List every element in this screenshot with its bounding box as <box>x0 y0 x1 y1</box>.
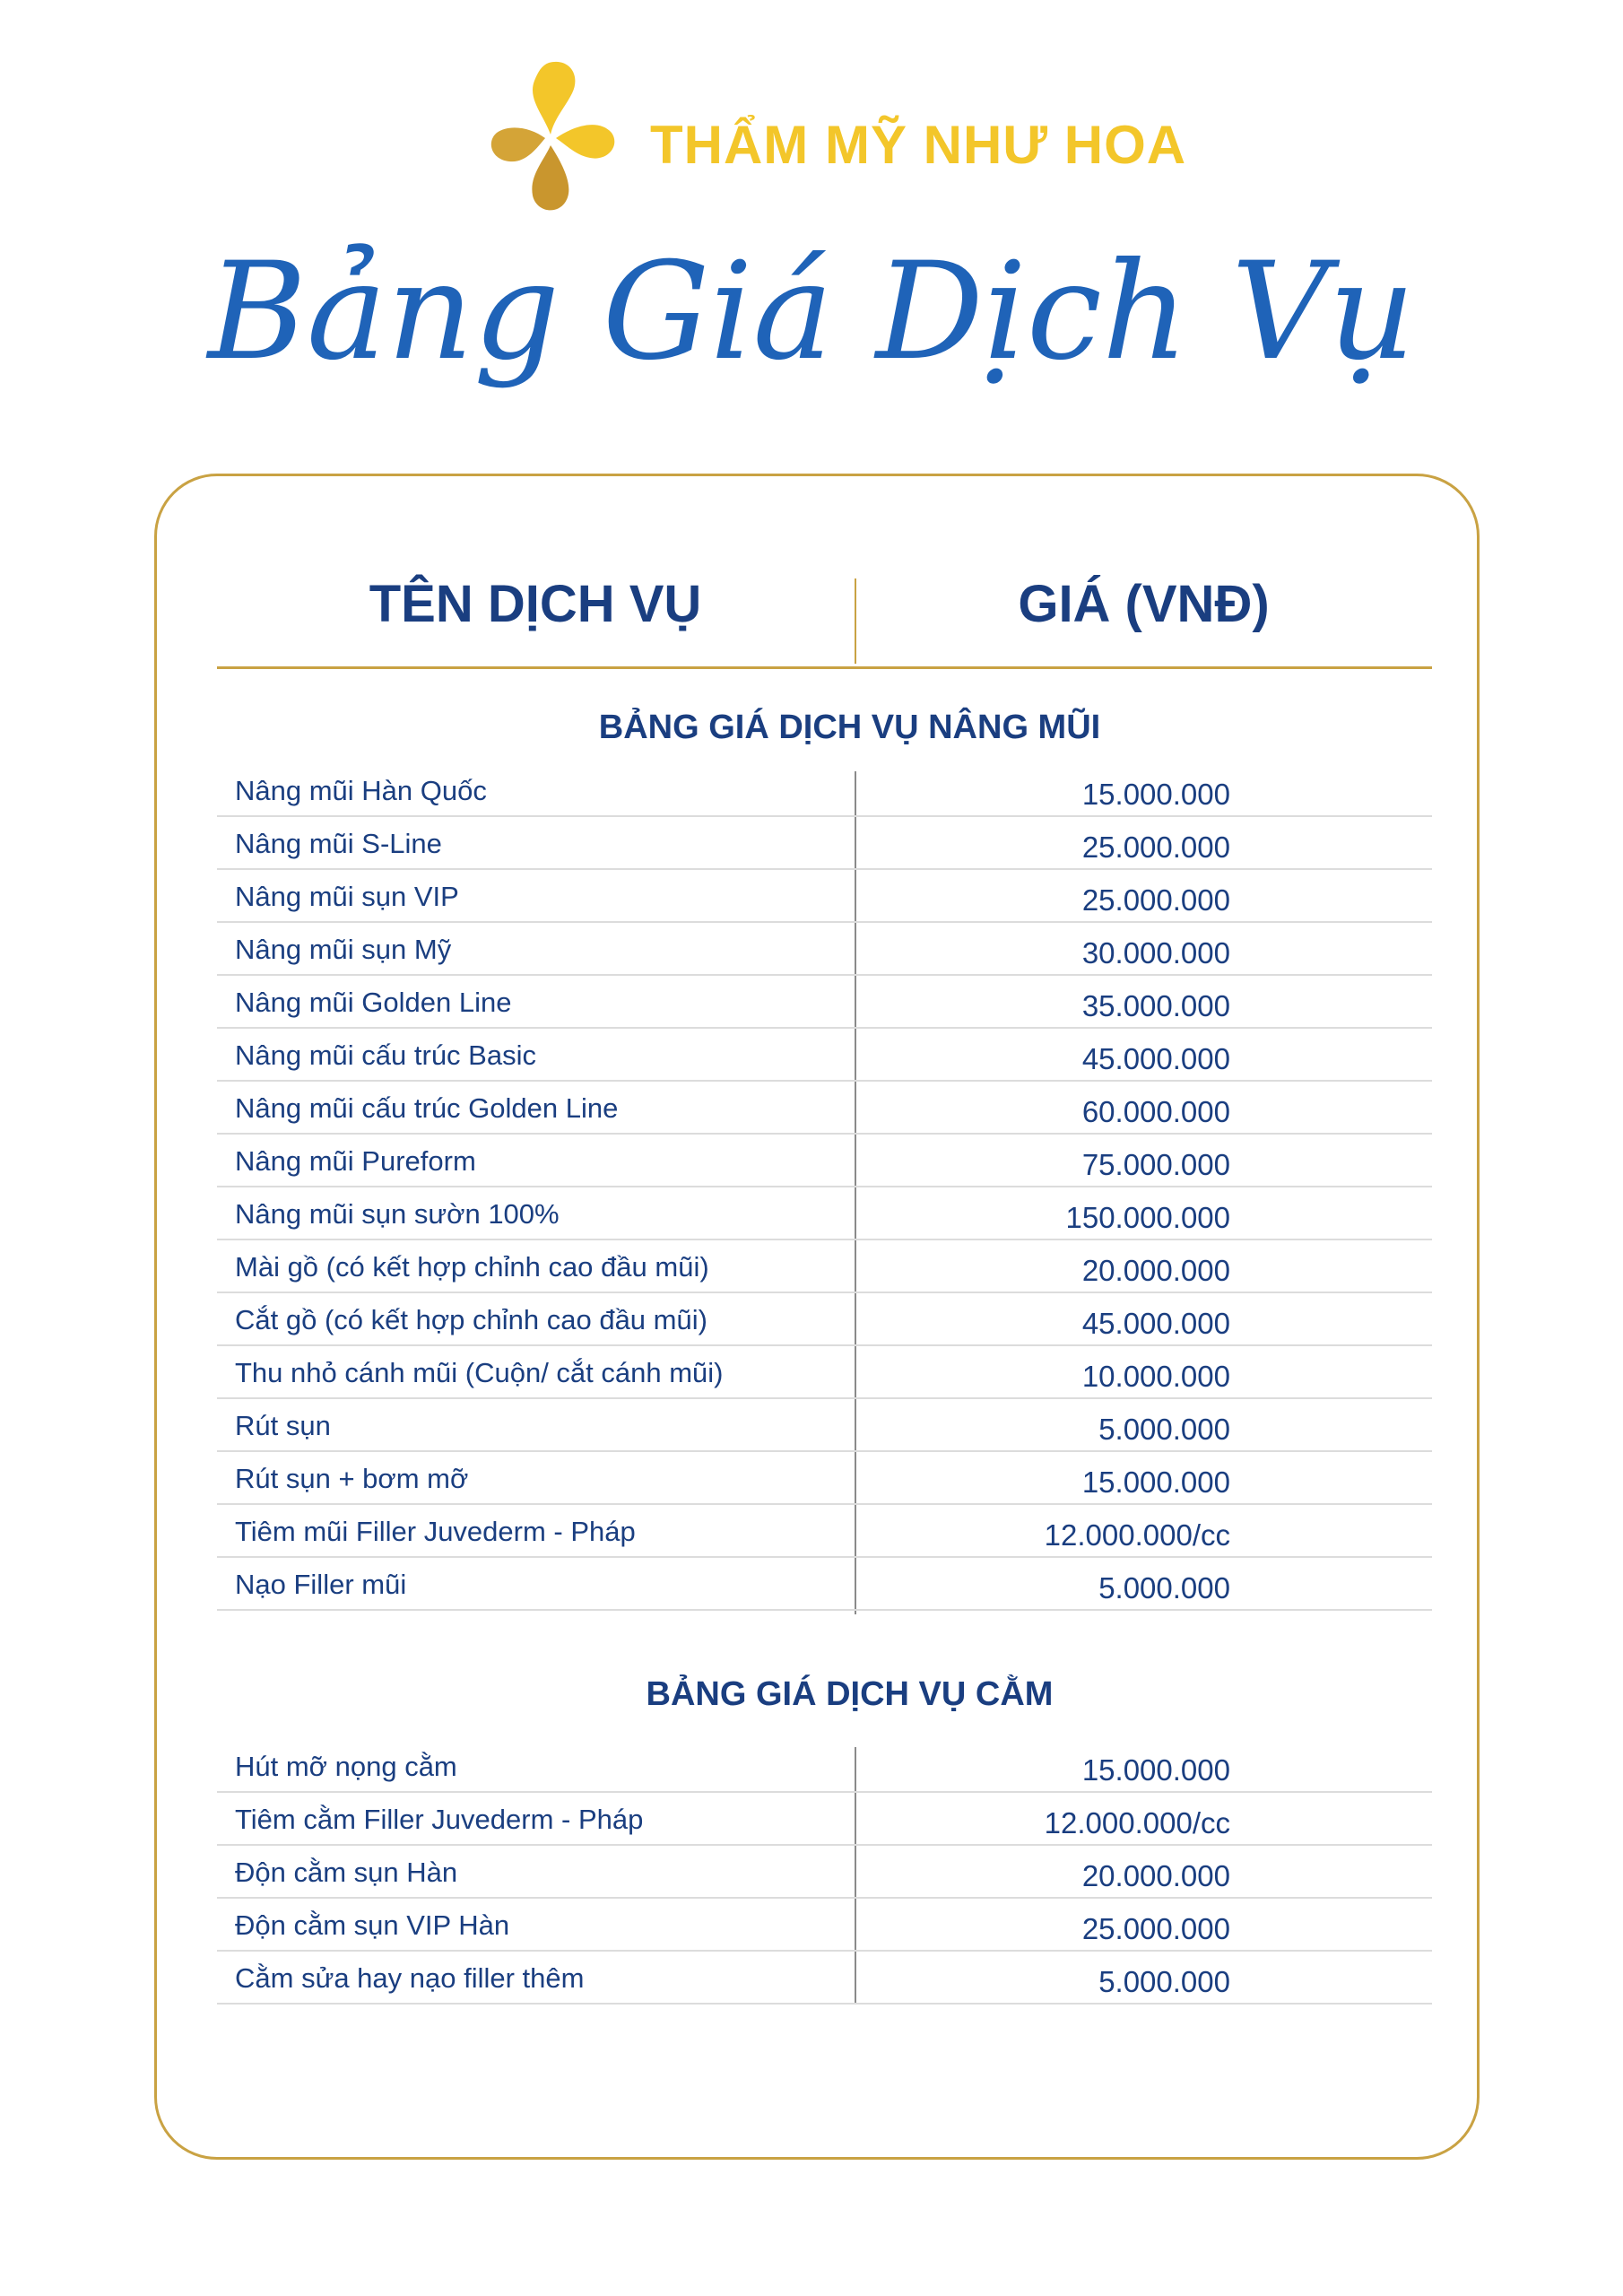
service-name: Thu nhỏ cánh mũi (Cuộn/ cắt cánh mũi) <box>235 1357 724 1388</box>
service-price: 25.000.000 <box>1081 831 1230 864</box>
service-name: Nâng mũi S-Line <box>235 828 442 859</box>
chin-price-table <box>217 1740 1432 2005</box>
service-price: 5.000.000 <box>1098 1571 1230 1605</box>
service-name: Cắt gồ (có kết hợp chỉnh cao đầu mũi) <box>235 1304 707 1335</box>
service-price: 10.000.000 <box>1081 1360 1230 1393</box>
service-name: Nâng mũi sụn VIP <box>235 881 459 912</box>
table-row <box>217 817 1432 870</box>
service-name: Nâng mũi sụn sườn 100% <box>235 1198 560 1230</box>
service-name: Nâng mũi cấu trúc Basic <box>235 1039 536 1071</box>
table-row <box>217 1558 1432 1611</box>
service-price: 30.000.000 <box>1081 936 1230 970</box>
service-price: 60.000.000 <box>1081 1095 1230 1128</box>
table-row <box>217 1346 1432 1399</box>
service-name: Hút mỡ nọng cằm <box>235 1751 457 1782</box>
service-price: 35.000.000 <box>1081 989 1230 1022</box>
table-row <box>217 1135 1432 1187</box>
table-row <box>217 1082 1432 1135</box>
table-row <box>217 1293 1432 1346</box>
service-name: Nạo Filler mũi <box>235 1569 407 1600</box>
service-price: 5.000.000 <box>1098 1413 1230 1446</box>
service-price: 75.000.000 <box>1081 1148 1230 1181</box>
section-title-chin: BẢNG GIÁ DỊCH VỤ CẰM <box>646 1675 1054 1713</box>
service-name: Cằm sửa hay nạo filler thêm <box>235 1962 585 1994</box>
table-row <box>217 923 1432 976</box>
header-service-name: TÊN DỊCH VỤ <box>369 575 702 633</box>
table-row <box>217 764 1432 817</box>
service-price: 12.000.000/cc <box>1044 1806 1230 1839</box>
service-price: 20.000.000 <box>1081 1859 1230 1892</box>
service-name: Rút sụn <box>235 1410 331 1441</box>
table-row <box>217 976 1432 1029</box>
service-name: Nâng mũi Pureform <box>235 1145 476 1177</box>
brand-name: THẨM MỸ NHƯ HOA <box>650 115 1187 175</box>
header-price: GIÁ (VNĐ) <box>1018 575 1270 633</box>
brand-logo <box>484 56 1187 217</box>
header-underline <box>217 666 1432 669</box>
table-row <box>217 1399 1432 1452</box>
service-price: 25.000.000 <box>1081 883 1230 917</box>
service-name: Độn cằm sụn VIP Hàn <box>235 1909 510 1941</box>
service-name: Độn cằm sụn Hàn <box>235 1857 458 1888</box>
table-row <box>217 1793 1432 1846</box>
table-row <box>217 1846 1432 1899</box>
service-price: 15.000.000 <box>1081 778 1230 811</box>
service-name: Tiêm cằm Filler Juvederm - Pháp <box>235 1804 644 1835</box>
service-price: 5.000.000 <box>1098 1965 1230 1998</box>
table-row <box>217 1505 1432 1558</box>
table-row <box>217 1899 1432 1952</box>
table-row <box>217 1740 1432 1793</box>
service-name: Mài gồ (có kết hợp chỉnh cao đầu mũi) <box>235 1251 709 1283</box>
table-row <box>217 1187 1432 1240</box>
table-row <box>217 1452 1432 1505</box>
service-price: 150.000.000 <box>1065 1201 1230 1234</box>
flower-logo-icon <box>484 56 619 217</box>
service-price: 45.000.000 <box>1081 1042 1230 1075</box>
service-price: 15.000.000 <box>1081 1753 1230 1787</box>
page-title: Bảng Giá Dịch Vụ <box>207 234 1416 390</box>
table-header <box>217 565 1432 668</box>
service-name: Nâng mũi sụn Mỹ <box>235 934 452 965</box>
service-name: Nâng mũi Golden Line <box>235 987 512 1018</box>
service-price: 12.000.000/cc <box>1044 1518 1230 1552</box>
service-price: 15.000.000 <box>1081 1465 1230 1499</box>
service-name: Nâng mũi cấu trúc Golden Line <box>235 1092 619 1124</box>
table-row <box>217 870 1432 923</box>
service-price: 25.000.000 <box>1081 1912 1230 1945</box>
service-name: Rút sụn + bơm mỡ <box>235 1463 469 1494</box>
table-row <box>217 1240 1432 1293</box>
nose-price-table <box>217 764 1432 1611</box>
table-row <box>217 1952 1432 2005</box>
table-row <box>217 1029 1432 1082</box>
service-name: Nâng mũi Hàn Quốc <box>235 775 487 806</box>
section-title-nose: BẢNG GIÁ DỊCH VỤ NÂNG MŨI <box>598 709 1101 746</box>
service-price: 20.000.000 <box>1081 1254 1230 1287</box>
service-name: Tiêm mũi Filler Juvederm - Pháp <box>235 1516 636 1547</box>
service-price: 45.000.000 <box>1081 1307 1230 1340</box>
